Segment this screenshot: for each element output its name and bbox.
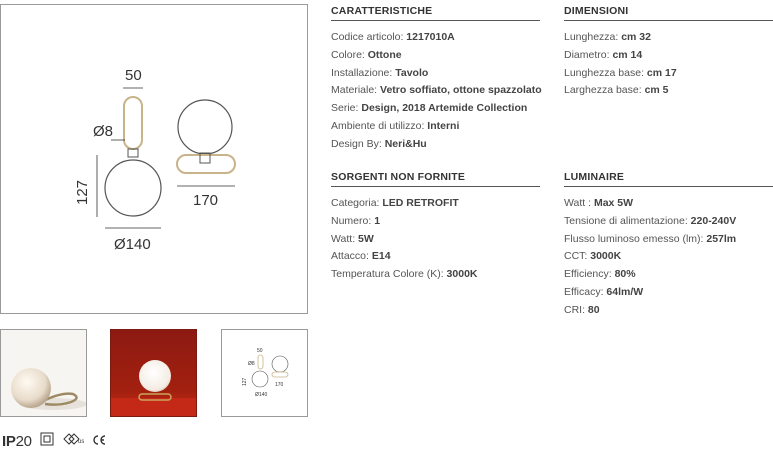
spec-row: CCT: 3000K bbox=[564, 250, 622, 263]
thumb-label-diam140: Ø140 bbox=[255, 392, 268, 398]
spec-row: Temperatura Colore (K): 3000K bbox=[331, 268, 478, 281]
thumbnail-lamp-photo[interactable] bbox=[0, 329, 87, 417]
section-sorgenti bbox=[331, 171, 540, 284]
dim-label-height: 127 bbox=[74, 179, 91, 205]
spec-row: Codice articolo: 1217010A bbox=[331, 31, 455, 43]
thumbnail-photo-art bbox=[1, 330, 87, 417]
thumb-label-base: 170 bbox=[275, 382, 284, 388]
dim-label-top: 50 bbox=[125, 67, 142, 84]
spec-row: Attacco: E14 bbox=[331, 250, 391, 263]
dim-label-diam140: Ø140 bbox=[114, 236, 151, 253]
thumb-label-diam8: Ø8 bbox=[248, 361, 255, 367]
thumbnail-lamp-red[interactable] bbox=[110, 329, 197, 417]
spec-row: Watt : Max 5W bbox=[564, 197, 634, 209]
spec-row: Lunghezza base: cm 17 bbox=[564, 66, 677, 79]
thumb-label-top: 50 bbox=[257, 348, 263, 354]
spec-row: Installazione: Tavolo bbox=[331, 66, 429, 79]
lamp-holder bbox=[128, 149, 138, 157]
lamp-base bbox=[177, 155, 235, 173]
technical-drawing bbox=[0, 4, 308, 314]
spec-row: Larghezza base: cm 5 bbox=[564, 84, 669, 97]
lamp-handle bbox=[124, 97, 142, 149]
globe-side bbox=[105, 160, 161, 216]
class-ii-icon bbox=[40, 432, 54, 451]
thumbnail-red-art bbox=[111, 330, 197, 417]
enec-mark-icon bbox=[62, 432, 84, 451]
spec-row: Tensione di alimentazione: 220-240V bbox=[564, 214, 737, 227]
spec-row: Lunghezza: cm 32 bbox=[564, 31, 651, 43]
dim-label-diam8: Ø8 bbox=[93, 123, 114, 140]
spec-row: Efficiency: 80% bbox=[564, 268, 636, 281]
dim-label-base: 170 bbox=[193, 192, 219, 209]
spec-row: Flusso luminoso emesso (lm): 257lm bbox=[564, 232, 737, 245]
spec-row: Categoria: LED RETROFIT bbox=[331, 197, 459, 209]
spec-row: CRI: 80 bbox=[564, 303, 600, 316]
section-luminaire bbox=[564, 171, 773, 320]
spec-row: Design By: Neri&Hu bbox=[331, 137, 427, 150]
spec-row: Materiale: Vetro soffiato, ottone spazzolato bbox=[331, 84, 542, 97]
spec-row: Ambiente di utilizzo: Interni bbox=[331, 119, 460, 132]
section-title: SORGENTI NON FORNITE bbox=[331, 171, 540, 187]
section-title: CARATTERISTICHE bbox=[331, 5, 540, 21]
section-title: LUMINAIRE bbox=[564, 171, 773, 187]
drawing-svg bbox=[1, 5, 309, 315]
spec-row: Efficacy: 64lm/W bbox=[564, 285, 644, 298]
spec-row: Watt: 5W bbox=[331, 232, 374, 245]
ce-mark-icon bbox=[92, 433, 106, 451]
thumb-label-height: 127 bbox=[242, 377, 248, 386]
spec-row: Colore: Ottone bbox=[331, 48, 402, 61]
svg-text:us: us bbox=[77, 439, 84, 445]
section-dimensioni bbox=[564, 5, 773, 100]
thumbnail-drawing-art bbox=[222, 330, 308, 417]
section-title: DIMENSIONI bbox=[564, 5, 773, 21]
section-caratteristiche bbox=[331, 5, 540, 154]
spec-row: Numero: 1 bbox=[331, 214, 381, 227]
thumbnail-drawing[interactable] bbox=[221, 329, 308, 417]
spec-row: Serie: Design, 2018 Artemide Collection bbox=[331, 102, 528, 115]
certification-badges bbox=[2, 432, 106, 451]
spec-row: Diametro: cm 14 bbox=[564, 48, 643, 61]
globe-front bbox=[178, 100, 232, 154]
ip-rating: IP20 bbox=[2, 433, 32, 450]
